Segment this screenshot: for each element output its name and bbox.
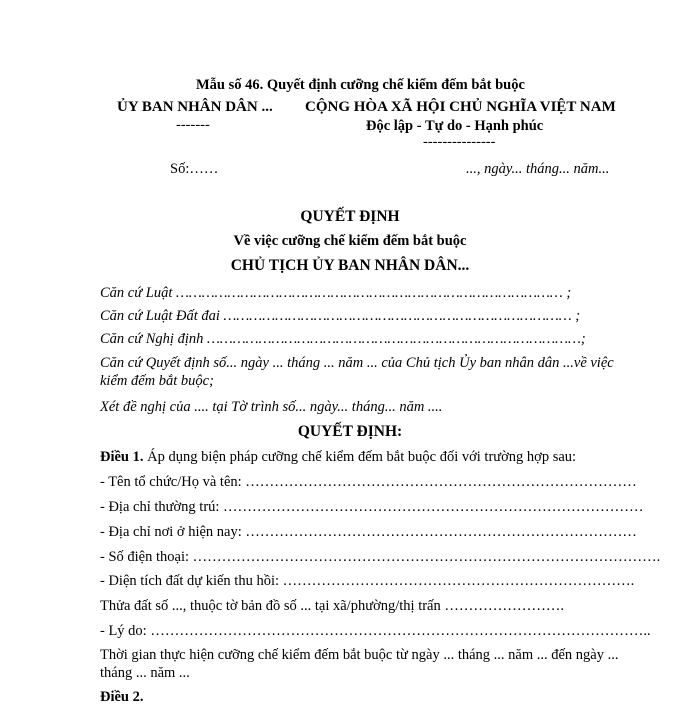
- article-1-text: Áp dụng biện pháp cưỡng chế kiểm đếm bắt buộc đối với trường hợp sau:: [143, 449, 577, 465]
- issuing-org: ỦY BAN NHÂN DÂN ...: [117, 99, 273, 115]
- basis-decision: Căn cứ Quyết định số... ngày ... tháng ... năm ... của Chủ tịch Ủy ban nhân dân ...về việc kiểm đếm bắt buộc;: [100, 355, 614, 389]
- field-land-parcel: Thửa đất số ..., thuộc tờ bản đồ số ... tại xã/phường/thị trấn …………………….: [100, 598, 564, 614]
- enforcement-period: Thời gian thực hiện cưỡng chế kiểm đếm bắt buộc từ ngày ... tháng ... năm ... đến ngày ... tháng ... năm ...: [100, 647, 619, 681]
- org-underline: -------: [176, 117, 210, 133]
- article-2-label: Điều 2.: [100, 689, 144, 705]
- document-number: Số:……: [170, 161, 219, 177]
- field-permanent-address: - Địa chỉ thường trú: ……………………………………………………………………………: [100, 499, 644, 515]
- basis-law: Căn cứ Luật ……………………………………………………………………………… ;: [100, 285, 572, 301]
- issue-date: ..., ngày... tháng... năm...: [466, 161, 610, 177]
- field-current-address: - Địa chỉ nơi ở hiện nay: ………………………………………………………………………: [100, 524, 637, 540]
- motto-underline: ---------------: [423, 134, 496, 150]
- field-reason: - Lý do: …………………………………………………………………………………………..: [100, 623, 651, 639]
- form-title: Mẫu số 46. Quyết định cưỡng chế kiểm đếm bắt buộc: [196, 77, 525, 93]
- decision-heading: QUYẾT ĐỊNH:: [297, 423, 403, 440]
- decision-title: QUYẾT ĐỊNH: [300, 208, 400, 225]
- field-land-area: - Diện tích đất dự kiến thu hồi: ……………………………………………………………….: [100, 573, 635, 589]
- authority-title: CHỦ TỊCH ỦY BAN NHÂN DÂN...: [230, 257, 470, 274]
- country-name: CỘNG HÒA XÃ HỘI CHỦ NGHĨA VIỆT NAM: [305, 99, 616, 115]
- field-phone: - Số điện thoại: …………………………………………………………………………………….: [100, 549, 661, 565]
- basis-decree: Căn cứ Nghị định ……………………………………………………………………………;: [100, 331, 586, 347]
- article-1: [100, 448, 576, 466]
- basis-land-law: Căn cứ Luật Đất đai ……………………………………………………………………… ;: [100, 308, 581, 324]
- national-motto: Độc lập - Tự do - Hạnh phúc: [366, 118, 544, 134]
- basis-proposal: Xét đề nghị của .... tại Tờ trình số... ngày... tháng... năm ....: [100, 399, 443, 415]
- decision-subject: Về việc cưỡng chế kiểm đếm bắt buộc: [233, 233, 467, 249]
- article-1-label: Điều 1.: [100, 449, 144, 465]
- field-name: - Tên tổ chức/Họ và tên: ………………………………………………………………………: [100, 474, 637, 490]
